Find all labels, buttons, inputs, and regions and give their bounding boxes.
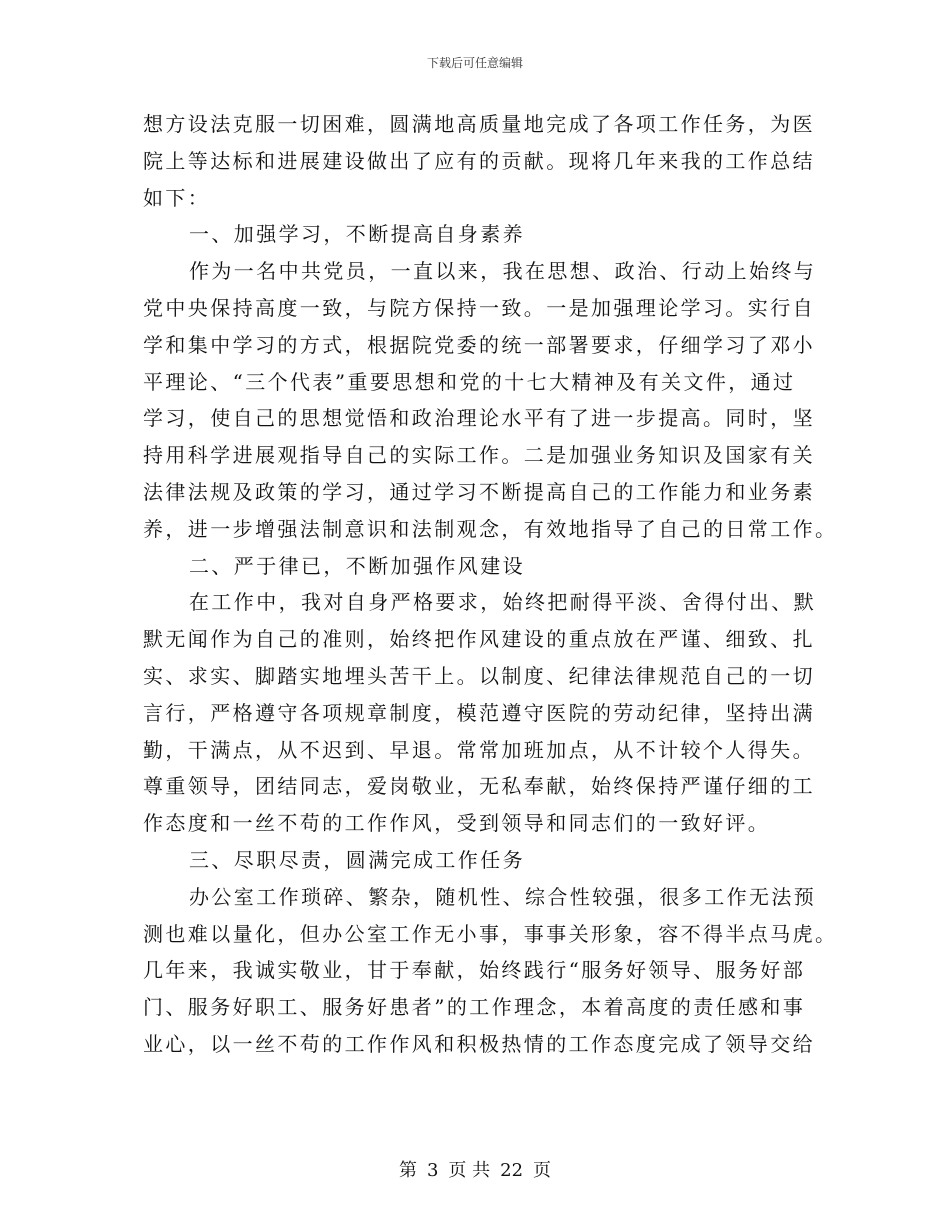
- page-footer: [0, 1156, 950, 1182]
- paragraph-line: 二、严于律已，不断加强作风建设: [189, 553, 525, 578]
- paragraph-line: 测也难以量化，但办公室工作无小事，事事关形象，容不得半点马虎。: [143, 921, 838, 946]
- paragraph-line: 门、服务好职工、服务好患者”的工作理念，本着高度的责任感和事: [143, 995, 806, 1020]
- paragraph-line: 在工作中，我对自身严格要求，始终把耐得平淡、舍得付出、默: [189, 590, 817, 615]
- paragraph-line: 如下：: [143, 185, 211, 210]
- paragraph-line: 平理论、“三个代表”重要思想和党的十七大精神及有关文件，通过: [143, 369, 796, 394]
- paragraph-line: 业心，以一丝不苟的工作作风和积极热情的工作态度完成了领导交给: [143, 1031, 815, 1056]
- paragraph-line: 法律法规及政策的学习，通过学习不断提高自己的工作能力和业务素: [143, 479, 815, 504]
- paragraph-line: 默无闻作为自己的准则，始终把作风建设的重点放在严谨、细致、扎: [143, 627, 815, 652]
- paragraph-line: 作为一名中共党员，一直以来，我在思想、政治、行动上始终与: [189, 259, 817, 284]
- footer-prefix: 第: [398, 1160, 417, 1181]
- paragraph-line: 持用科学进展观指导自己的实际工作。二是加强业务知识及国家有关: [143, 443, 815, 468]
- footer-suffix: 页: [533, 1160, 552, 1181]
- paragraph-line: 养，进一步增强法制意识和法制观念，有效地指导了自己的日常工作。: [143, 516, 838, 541]
- paragraph-line: 尊重领导，团结同志，爱岗敬业，无私奉献，始终保持严谨仔细的工: [143, 774, 815, 799]
- paragraph-line: 学习，使自己的思想觉悟和政治理论水平有了进一步提高。同时，坚: [143, 406, 815, 431]
- paragraph-line: 三、尽职尽责，圆满完成工作任务: [189, 847, 525, 872]
- paragraph-line: 办公室工作琐碎、繁杂，随机性、综合性较强，很多工作无法预: [189, 884, 817, 909]
- paragraph-line: 党中央保持高度一致，与院方保持一致。一是加强理论学习。实行自: [143, 295, 815, 320]
- paragraph-line: 一、加强学习，不断提高自身素养: [189, 222, 525, 247]
- footer-current-page: 3: [426, 1160, 439, 1181]
- footer-middle: 页 共: [448, 1160, 491, 1181]
- paragraph-line: 学和集中学习的方式，根据院党委的统一部署要求，仔细学习了邓小: [143, 332, 815, 357]
- page-header: 下载后可任意编辑: [426, 56, 523, 70]
- paragraph-line: 几年来，我诚实敬业，甘于奉献，始终践行“服务好领导、服务好部: [143, 958, 806, 983]
- paragraph-line: 作态度和一丝不苟的工作作风，受到领导和同志们的一致好评。: [143, 811, 771, 836]
- paragraph-line: 想方设法克服一切困难，圆满地高质量地完成了各项工作任务，为医: [143, 112, 815, 136]
- paragraph-line: 言行，严格遵守各项规章制度，模范遵守医院的劳动纪律，坚持出满: [143, 700, 815, 725]
- paragraph-line: 院上等达标和进展建设做出了应有的贡献。现将几年来我的工作总结: [143, 148, 815, 173]
- paragraph-line: 实、求实、脚踏实地埋头苦干上。以制度、纪律法律规范自己的一切: [143, 663, 815, 688]
- footer-total-pages: 22: [500, 1160, 524, 1181]
- document-body: [143, 106, 838, 1063]
- paragraph-line: 勤，干满点，从不迟到、早退。常常加班加点，从不计较个人得失。: [143, 737, 815, 762]
